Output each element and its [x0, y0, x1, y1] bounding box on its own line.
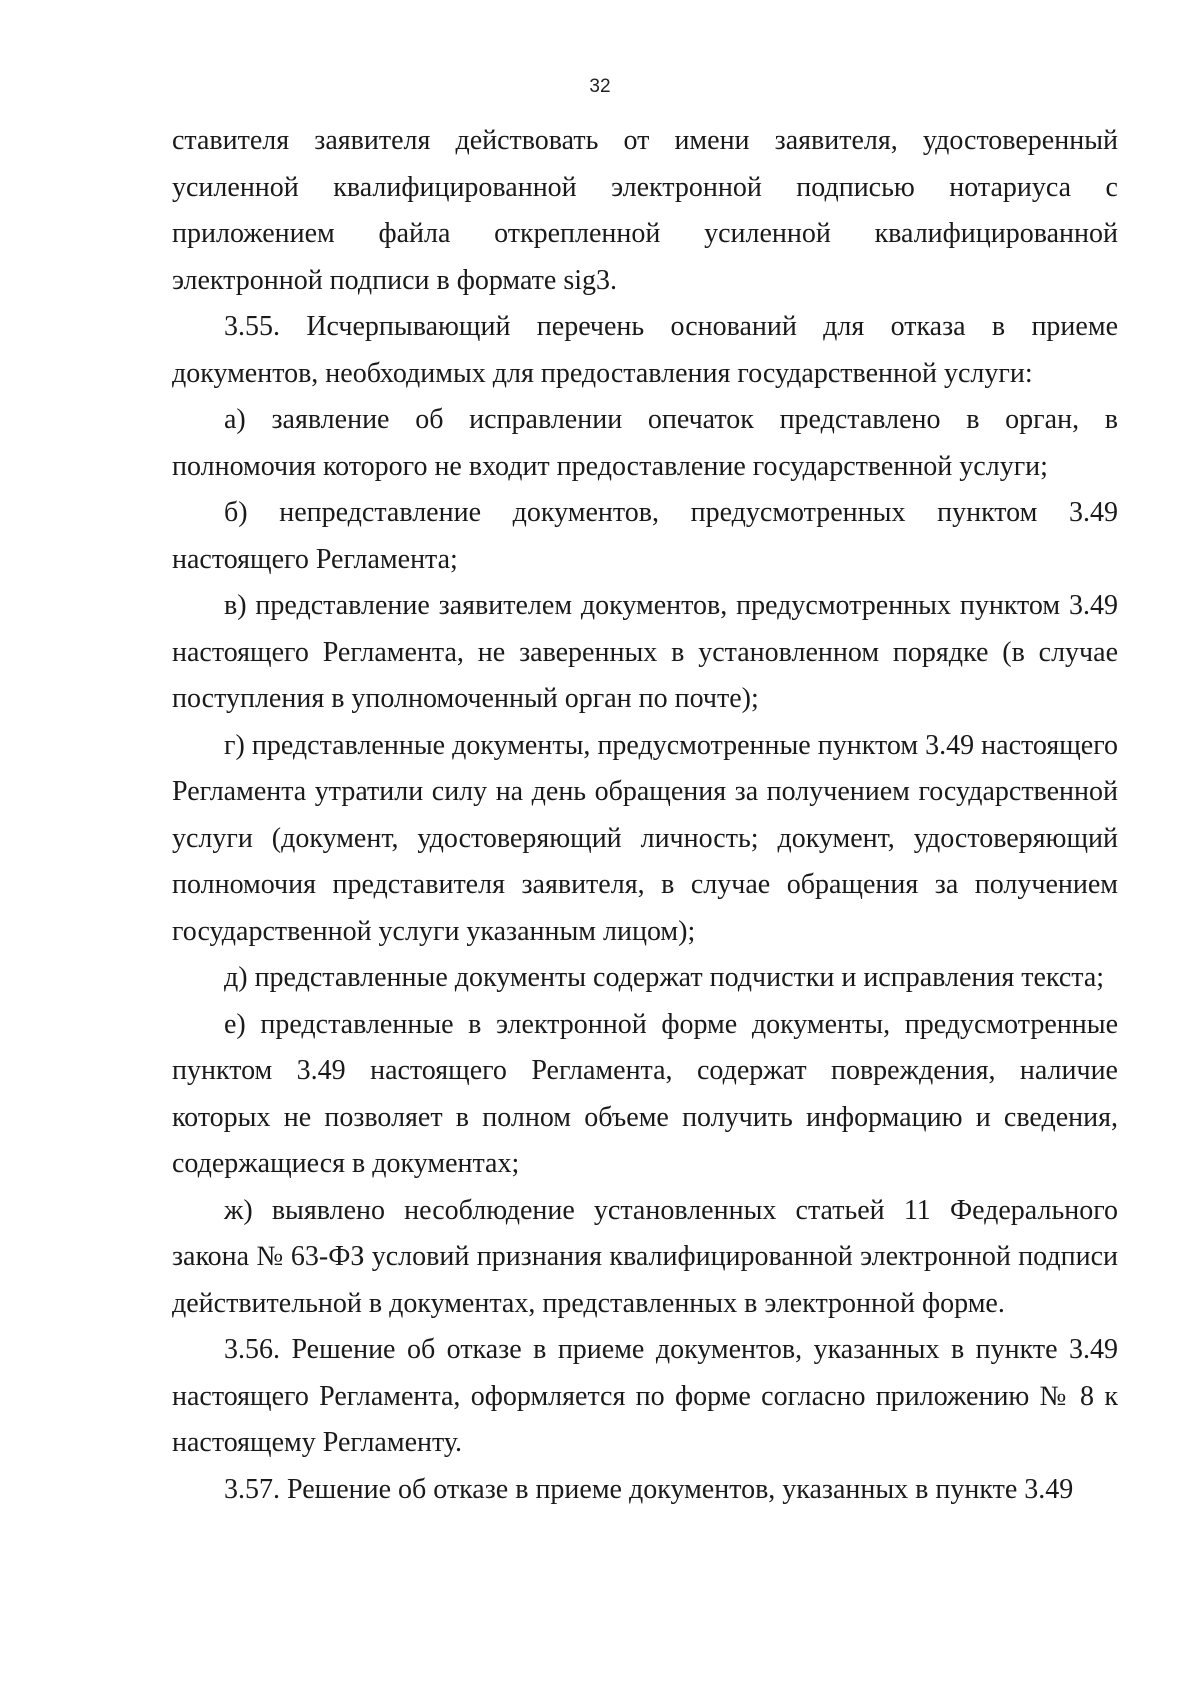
list-item-e: е) представленные в электронной форме документы, предусмотренные пунктом 3.49 настоящего Регламента, содержат повреждения, наличие которых не позволяет в полном объеме получить информацию и сведения, содержащиеся в документах;	[172, 1008, 1118, 1179]
paragraph-3-55: 3.55. Исчерпывающий перечень оснований для отказа в приеме документов, необходимых для предоставления государственной услуги:	[172, 311, 1118, 389]
list-item-g: г) представленные документы, предусмотренные пунктом 3.49 настоящего Регламента утратили силу на день обращения за получением государственной услуги (документ, удостоверяющий личность; документ, удостоверяющий полномочия представителя заявителя, в случае обращения за получением государственной услуги указанным лицом);	[172, 729, 1118, 947]
paragraph-3-56: 3.56. Решение об отказе в приеме документов, указанных в пункте 3.49 настоящего Регламента, оформляется по форме согласно приложению № 8 к настоящему Регламенту.	[172, 1334, 1118, 1458]
list-item-v: в) представление заявителем документов, предусмотренных пунктом 3.49 настоящего Регламента, не заверенных в установленном порядке (в случае поступления в уполномоченный орган по почте);	[172, 590, 1118, 714]
list-item-d: д) представленные документы содержат подчистки и исправления текста;	[224, 962, 1105, 993]
paragraph-3-57: 3.57. Решение об отказе в приеме документов, указанных в пункте 3.49	[224, 1473, 1074, 1505]
list-item-zh: ж) выявлено несоблюдение установленных статьей 11 Федерального закона № 63-ФЗ условий признания квалифицированной электронной подписи действительной в документах, представленных в электронной форме.	[172, 1194, 1118, 1319]
document-body	[172, 118, 1118, 1513]
paragraph-continuation: ставителя заявителя действовать от имени заявителя, удостоверенный усиленной квалифицированной электронной подписью нотариуса с приложением файла открепленной усиленной квалифицированной электронной подписи в формате sig3.	[172, 125, 1118, 296]
list-item-b: б) непредставление документов, предусмотренных пунктом 3.49 настоящего Регламента;	[172, 497, 1118, 575]
list-item-a: а) заявление об исправлении опечаток представлено в орган, в полномочия которого не входит предоставление государственной услуги;	[172, 404, 1118, 482]
page-number: 32	[589, 76, 611, 97]
